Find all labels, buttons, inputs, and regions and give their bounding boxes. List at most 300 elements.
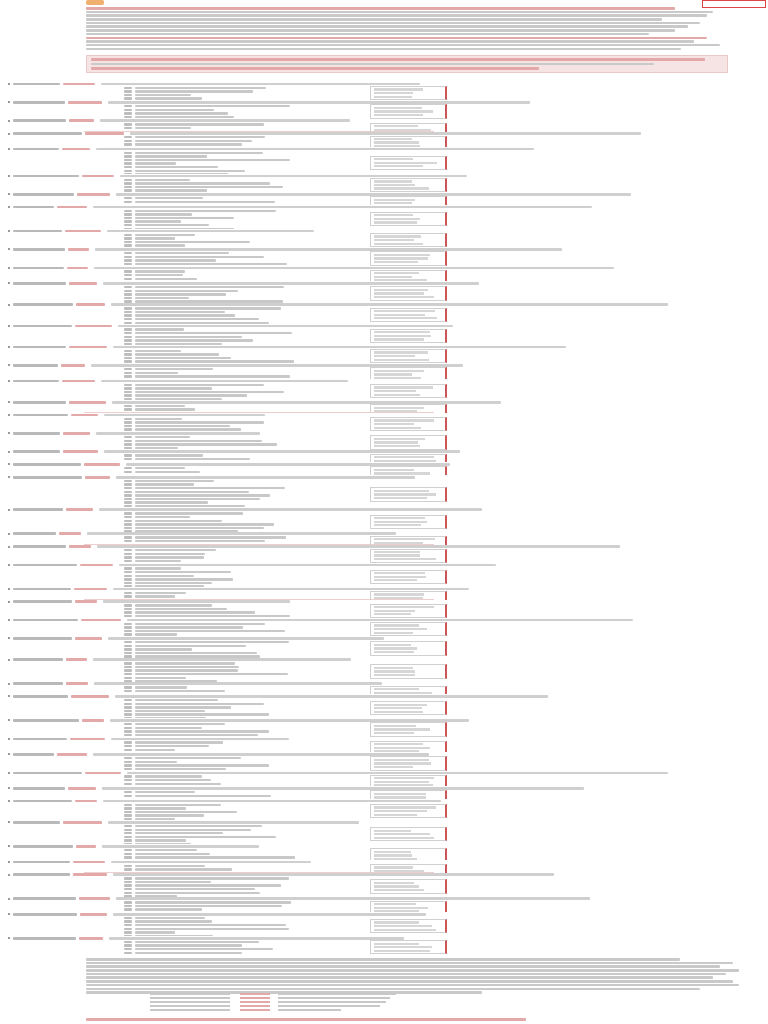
entry-summary-box xyxy=(370,178,447,192)
text-line xyxy=(86,976,713,979)
entry-number xyxy=(124,582,132,584)
entry-text xyxy=(135,884,281,886)
section xyxy=(8,873,748,897)
entry-number xyxy=(124,839,132,841)
entry-number xyxy=(124,140,132,142)
entry-summary-box xyxy=(370,308,447,322)
entry-text xyxy=(135,536,286,538)
section xyxy=(8,192,748,205)
entry-text xyxy=(135,690,225,692)
entry-number xyxy=(124,905,132,907)
section-description xyxy=(97,545,620,548)
bullet-icon xyxy=(8,546,10,548)
entry-number xyxy=(124,825,132,827)
section xyxy=(8,400,748,413)
section-title xyxy=(13,532,56,535)
section xyxy=(8,281,748,302)
entry-number xyxy=(124,527,132,529)
entry-text xyxy=(135,421,264,423)
entry-summary-box xyxy=(370,233,447,247)
section-link[interactable] xyxy=(68,248,88,251)
section xyxy=(8,694,748,718)
entry-text xyxy=(135,408,195,410)
section xyxy=(8,897,748,913)
entry-text xyxy=(135,241,250,243)
entry-number xyxy=(124,353,132,355)
entry-number xyxy=(124,807,132,809)
section-description xyxy=(120,175,467,178)
entry-number xyxy=(124,775,132,777)
section-link[interactable] xyxy=(59,532,82,535)
entry-text xyxy=(135,645,246,647)
section-description xyxy=(116,193,631,196)
section-title xyxy=(13,230,62,233)
section-body xyxy=(8,466,748,473)
section-body xyxy=(8,104,748,118)
entry-number xyxy=(124,213,132,215)
entry-text xyxy=(135,162,176,164)
section-link[interactable] xyxy=(81,619,121,622)
entry-summary-box xyxy=(370,515,447,529)
section-description xyxy=(87,532,396,535)
section-link[interactable] xyxy=(85,132,124,135)
entry-text xyxy=(135,713,269,715)
entry-text xyxy=(135,608,227,610)
entry-number xyxy=(124,311,132,313)
section-title xyxy=(13,508,63,511)
section-description xyxy=(103,282,480,285)
section xyxy=(8,100,748,118)
footer-link[interactable] xyxy=(240,1005,270,1007)
section xyxy=(8,545,748,563)
entry-text xyxy=(135,357,231,359)
section xyxy=(8,799,748,820)
entry-text xyxy=(135,595,175,597)
section-link[interactable] xyxy=(69,119,94,122)
entry-summary-box xyxy=(370,940,447,954)
footer-link[interactable] xyxy=(240,1009,270,1011)
entry-text xyxy=(135,391,284,393)
section-description xyxy=(130,132,641,135)
entry-number xyxy=(124,112,132,114)
section-body xyxy=(8,940,748,954)
section-link[interactable] xyxy=(73,861,105,864)
section-description xyxy=(96,432,259,435)
entry-text xyxy=(135,686,187,688)
entry-text xyxy=(135,648,192,650)
entry-text xyxy=(135,293,226,295)
section-description xyxy=(111,738,289,741)
entry-summary-box xyxy=(370,487,447,501)
entry-text xyxy=(135,727,202,729)
section-link[interactable] xyxy=(67,267,89,270)
section-list xyxy=(8,82,748,955)
section xyxy=(8,147,748,174)
site-logo-icon[interactable] xyxy=(86,0,104,5)
entry-text xyxy=(135,217,234,219)
bullet-icon xyxy=(8,738,10,740)
bullet-icon xyxy=(8,564,10,566)
section-title xyxy=(13,897,76,900)
section-link[interactable] xyxy=(75,637,102,640)
section-title xyxy=(13,119,66,122)
entry-summary-box xyxy=(370,196,447,205)
entry-number xyxy=(124,814,132,816)
entry-text xyxy=(135,783,221,785)
entry-number xyxy=(124,901,132,903)
intro-paragraphs xyxy=(86,7,726,51)
entry-text xyxy=(135,372,178,374)
section-body xyxy=(8,349,748,363)
section-link[interactable] xyxy=(75,325,112,328)
entry-number xyxy=(124,339,132,341)
entry-number xyxy=(124,278,132,280)
section xyxy=(8,266,748,282)
entry-number xyxy=(124,595,132,597)
entry-text xyxy=(135,575,194,577)
entry-summary-box xyxy=(370,604,447,618)
entry-number xyxy=(124,443,132,445)
section-description xyxy=(107,230,314,233)
entry-number xyxy=(124,387,132,389)
section-title xyxy=(13,861,70,864)
section-link[interactable] xyxy=(76,303,105,306)
entry-number xyxy=(124,791,132,793)
footer-key xyxy=(150,993,230,995)
section-link[interactable] xyxy=(68,787,96,790)
section-link[interactable] xyxy=(73,873,107,876)
section-link[interactable] xyxy=(68,101,102,104)
section-link[interactable] xyxy=(63,83,95,86)
entry-number xyxy=(124,652,132,654)
text-line xyxy=(86,33,649,36)
section-link[interactable] xyxy=(57,206,88,209)
section-description xyxy=(93,206,592,209)
bullet-icon xyxy=(8,432,10,434)
bullet-icon xyxy=(8,772,10,774)
entry-text xyxy=(135,669,238,671)
section-description xyxy=(116,476,414,479)
section-link[interactable] xyxy=(69,401,107,404)
entry-text xyxy=(135,839,186,841)
section-link[interactable] xyxy=(82,175,114,178)
section-body xyxy=(8,622,748,636)
entry-number xyxy=(124,865,132,867)
section-description xyxy=(102,845,260,848)
section-link[interactable] xyxy=(84,463,120,466)
entry-number xyxy=(124,494,132,496)
bullet-icon xyxy=(8,533,10,535)
entry-number xyxy=(124,87,132,89)
section xyxy=(8,508,748,532)
section-body xyxy=(8,741,748,752)
section-link[interactable] xyxy=(74,588,107,591)
entry-number xyxy=(124,501,132,503)
entry-text xyxy=(135,730,269,732)
entry-text xyxy=(135,941,259,943)
entry-number xyxy=(124,611,132,613)
entry-number xyxy=(124,727,132,729)
entry-text xyxy=(135,578,233,580)
entry-text xyxy=(135,677,186,679)
section-link[interactable] xyxy=(79,897,111,900)
section-body xyxy=(8,151,748,174)
text-line xyxy=(86,48,681,51)
entry-number xyxy=(124,540,132,542)
section-link[interactable] xyxy=(75,800,97,803)
entry-number xyxy=(124,881,132,883)
bullet-icon xyxy=(8,619,10,621)
entry-number xyxy=(124,179,132,181)
entry-text xyxy=(135,350,181,352)
entry-text xyxy=(135,387,212,389)
entry-number xyxy=(124,578,132,580)
section-body xyxy=(8,662,748,682)
section xyxy=(8,229,748,247)
bullet-icon xyxy=(8,175,10,177)
section-link[interactable] xyxy=(80,564,112,567)
section-link[interactable] xyxy=(63,450,98,453)
entry-number xyxy=(124,575,132,577)
bullet-icon xyxy=(8,463,10,465)
entry-summary-box xyxy=(370,848,447,860)
section-title xyxy=(13,83,60,86)
section-link[interactable] xyxy=(65,230,101,233)
section xyxy=(8,936,748,954)
bullet-icon xyxy=(8,148,10,150)
footer-key xyxy=(150,1005,230,1007)
bullet-icon xyxy=(8,637,10,639)
entry-text xyxy=(135,825,262,827)
section-title xyxy=(13,937,76,940)
section-title xyxy=(13,564,77,567)
text-line xyxy=(86,7,675,10)
section-link[interactable] xyxy=(76,845,96,848)
section-title xyxy=(13,282,66,285)
bullet-icon xyxy=(8,120,10,122)
entry-number xyxy=(124,350,132,352)
entry-text xyxy=(135,213,192,215)
entry-number xyxy=(124,941,132,943)
entry-number xyxy=(124,623,132,625)
entry-number xyxy=(124,290,132,292)
section-body xyxy=(8,877,748,897)
entry-summary-box xyxy=(370,466,447,475)
entry-text xyxy=(135,210,276,212)
section-link[interactable] xyxy=(71,414,98,417)
section xyxy=(8,658,748,682)
section xyxy=(8,587,748,600)
entry-number xyxy=(124,314,132,316)
entry-text xyxy=(135,523,274,525)
text-line xyxy=(86,958,680,961)
entry-text xyxy=(135,112,228,114)
bullet-icon xyxy=(8,659,10,661)
section-link[interactable] xyxy=(63,821,102,824)
entry-number xyxy=(124,892,132,894)
section-link[interactable] xyxy=(85,772,121,775)
entry-text xyxy=(135,123,264,125)
section-link[interactable] xyxy=(63,432,91,435)
section-link[interactable] xyxy=(82,719,104,722)
entry-summary-box xyxy=(370,701,447,715)
entry-summary-box xyxy=(370,251,447,265)
entry-text xyxy=(135,339,253,341)
section-body xyxy=(8,549,748,563)
section-title xyxy=(13,800,72,803)
bullet-icon xyxy=(8,601,10,603)
text-line xyxy=(86,29,675,32)
section-description xyxy=(113,588,469,591)
entry-number xyxy=(124,170,132,172)
footer-link[interactable] xyxy=(240,1001,270,1003)
entry-text xyxy=(135,480,214,482)
section xyxy=(8,303,748,324)
entry-number xyxy=(124,408,132,410)
section-link[interactable] xyxy=(69,282,97,285)
entry-number xyxy=(124,458,132,460)
entry-number xyxy=(124,920,132,922)
entry-summary-box xyxy=(370,901,447,913)
entry-text xyxy=(135,127,191,129)
entry-number xyxy=(124,536,132,538)
section-link[interactable] xyxy=(71,695,109,698)
section-link[interactable] xyxy=(79,937,103,940)
entry-text xyxy=(135,278,197,280)
footer-value xyxy=(278,997,390,999)
section-link[interactable] xyxy=(66,682,88,685)
section-body xyxy=(8,417,748,431)
footer-link[interactable] xyxy=(240,997,270,999)
entry-summary-box xyxy=(370,664,447,678)
section-title xyxy=(13,450,60,453)
entry-number xyxy=(124,109,132,111)
section-link[interactable] xyxy=(70,738,105,741)
section-title xyxy=(13,821,60,824)
bullet-icon xyxy=(8,787,10,789)
section-body xyxy=(8,328,748,345)
entry-number xyxy=(124,270,132,272)
entry-text xyxy=(135,527,264,529)
entry-text xyxy=(135,865,205,867)
section-link[interactable] xyxy=(61,364,85,367)
section-title xyxy=(13,193,74,196)
bullet-icon xyxy=(8,206,10,208)
section-body xyxy=(8,196,748,203)
entry-number xyxy=(124,237,132,239)
bullet-icon xyxy=(8,401,10,403)
entry-number xyxy=(124,297,132,299)
entry-number xyxy=(124,201,132,203)
section-title xyxy=(13,364,58,367)
entry-text xyxy=(135,592,186,594)
entry-text xyxy=(135,652,257,654)
section-title xyxy=(13,658,63,661)
section-link[interactable] xyxy=(69,346,107,349)
bullet-icon xyxy=(8,913,10,915)
entry-text xyxy=(135,775,202,777)
bullet-icon xyxy=(8,346,10,348)
section-body xyxy=(8,285,748,302)
section-body xyxy=(8,512,748,532)
entry-text xyxy=(135,234,195,236)
entry-text xyxy=(135,201,275,203)
entry-number xyxy=(124,520,132,522)
entry-text xyxy=(135,749,175,751)
section-body xyxy=(8,435,748,449)
section-link[interactable] xyxy=(69,545,91,548)
section-description xyxy=(119,564,496,567)
entry-number xyxy=(124,686,132,688)
section-title xyxy=(13,772,82,775)
section-body xyxy=(8,270,748,281)
section xyxy=(8,82,748,100)
section xyxy=(8,119,748,132)
section-body xyxy=(8,698,748,718)
entry-number xyxy=(124,931,132,933)
section-link[interactable] xyxy=(57,753,87,756)
entry-summary-box xyxy=(370,104,447,118)
section-description xyxy=(93,753,429,756)
entry-summary-box xyxy=(370,790,447,799)
entry-text xyxy=(135,90,253,92)
footer-link[interactable] xyxy=(240,993,270,995)
section-link[interactable] xyxy=(62,148,90,151)
entry-number xyxy=(124,440,132,442)
entry-text xyxy=(135,197,203,199)
section-link[interactable] xyxy=(66,658,87,661)
section-link[interactable] xyxy=(62,380,95,383)
section-title xyxy=(13,248,65,251)
entry-text xyxy=(135,853,210,855)
entry-number xyxy=(124,856,132,858)
section-description xyxy=(96,148,534,151)
section-link[interactable] xyxy=(66,508,93,511)
text-line xyxy=(86,11,713,14)
entry-number xyxy=(124,182,132,184)
section-link[interactable] xyxy=(80,913,107,916)
entry-number xyxy=(124,375,132,377)
section xyxy=(8,600,748,618)
section xyxy=(8,844,748,860)
section-title xyxy=(13,101,65,104)
section-body xyxy=(8,790,748,797)
text-line xyxy=(86,965,720,968)
section-title xyxy=(13,753,54,756)
section-link[interactable] xyxy=(75,600,97,603)
entry-summary-box xyxy=(370,879,447,893)
entry-summary-box xyxy=(370,570,447,584)
entry-text xyxy=(135,307,281,309)
entry-text xyxy=(135,483,194,485)
entry-number xyxy=(124,159,132,161)
entry-summary-box xyxy=(370,591,447,600)
bullet-icon xyxy=(8,719,10,721)
section-link[interactable] xyxy=(85,476,111,479)
section-title xyxy=(13,303,73,306)
section-body xyxy=(8,454,748,461)
section xyxy=(8,413,748,431)
entry-text xyxy=(135,703,264,705)
entry-text xyxy=(135,311,225,313)
section xyxy=(8,860,748,873)
section-description xyxy=(111,861,311,864)
entry-number xyxy=(124,523,132,525)
entry-summary-box xyxy=(370,804,447,818)
entry-text xyxy=(135,706,231,708)
entry-summary-box xyxy=(370,775,447,787)
section-link[interactable] xyxy=(77,193,110,196)
